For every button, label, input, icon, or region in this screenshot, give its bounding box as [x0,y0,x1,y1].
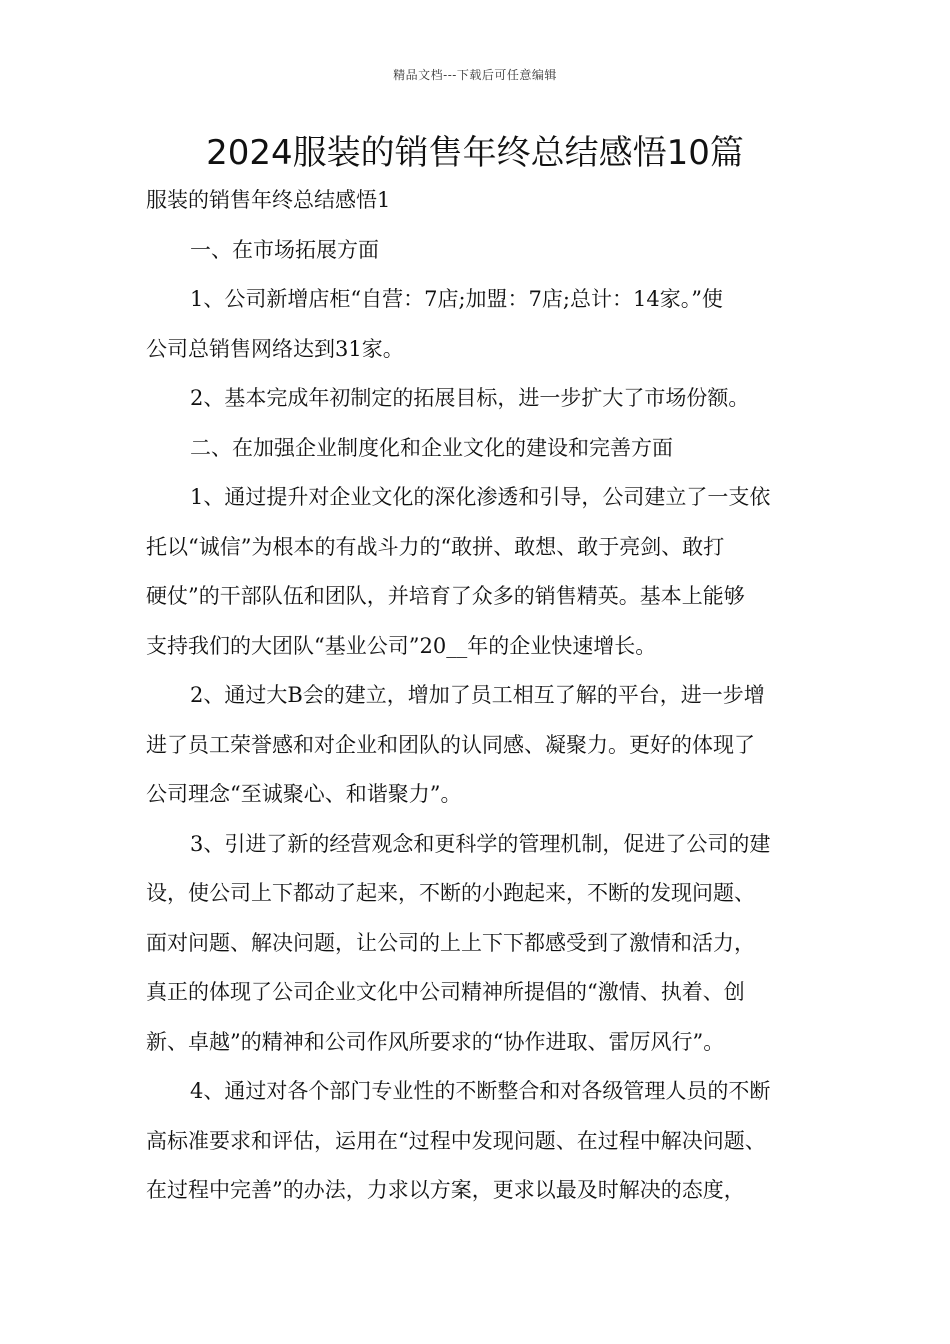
document-header-note: 精品文档---下载后可任意编辑 [393,68,557,82]
document-body [146,176,816,1216]
document-title: 2024服装的销售年终总结感悟10篇 [206,133,744,173]
paragraph-line: 公司总销售网络达到31家。 [146,336,404,361]
paragraph-line: 真正的体现了公司企业文化中公司精神所提倡的“激情、执着、创 [146,980,745,1004]
paragraph-line: 高标准要求和评估，运用在“过程中发现问题、在过程中解决问题、 [146,1128,766,1153]
paragraph-line: 新、卓越”的精神和公司作风所要求的“协作进取、雷厉风行”。 [146,1029,725,1054]
paragraph-line: 公司理念“至诚聚心、和谐聚力”。 [146,782,462,806]
section-heading: 服装的销售年终总结感悟1 [146,188,391,212]
paragraph-line: 1、通过提升对企业文化的深化渗透和引导，公司建立了一支依 [190,485,771,509]
subsection-heading: 二、在加强企业制度化和企业文化的建设和完善方面 [190,435,673,460]
paragraph-line: 托以“诚信”为根本的有战斗力的“敢拼、敢想、敢于亮剑、敢打 [146,534,725,559]
paragraph-line: 支持我们的大团队“基业公司”20__年的企业快速增长。 [146,633,657,658]
paragraph-line: 4、通过对各个部门专业性的不断整合和对各级管理人员的不断 [190,1079,771,1103]
paragraph-line: 1、公司新增店柜“自营：7店;加盟：7店;总计：14家。”使 [190,287,723,311]
paragraph-line: 设，使公司上下都动了起来，不断的小跑起来，不断的发现问题、 [146,881,755,905]
paragraph-line: 2、通过大B会的建立，增加了员工相互了解的平台，进一步增 [190,683,765,707]
paragraph-line: 硬仗”的干部队伍和团队，并培育了众多的销售精英。基本上能够 [146,584,745,608]
paragraph-line: 面对问题、解决问题，让公司的上上下下都感受到了激情和活力， [146,930,755,955]
paragraph-line: 在过程中完善”的办法，力求以方案，更求以最及时解决的态度， [146,1178,745,1202]
paragraph-line: 进了员工荣誉感和对企业和团队的认同感、凝聚力。更好的体现了 [146,732,755,757]
paragraph-line: 3、引进了新的经营观念和更科学的管理机制，促进了公司的建 [190,831,771,856]
paragraph-line: 2、基本完成年初制定的拓展目标，进一步扩大了市场份额。 [190,386,750,410]
subsection-heading: 一、在市场拓展方面 [190,237,379,262]
